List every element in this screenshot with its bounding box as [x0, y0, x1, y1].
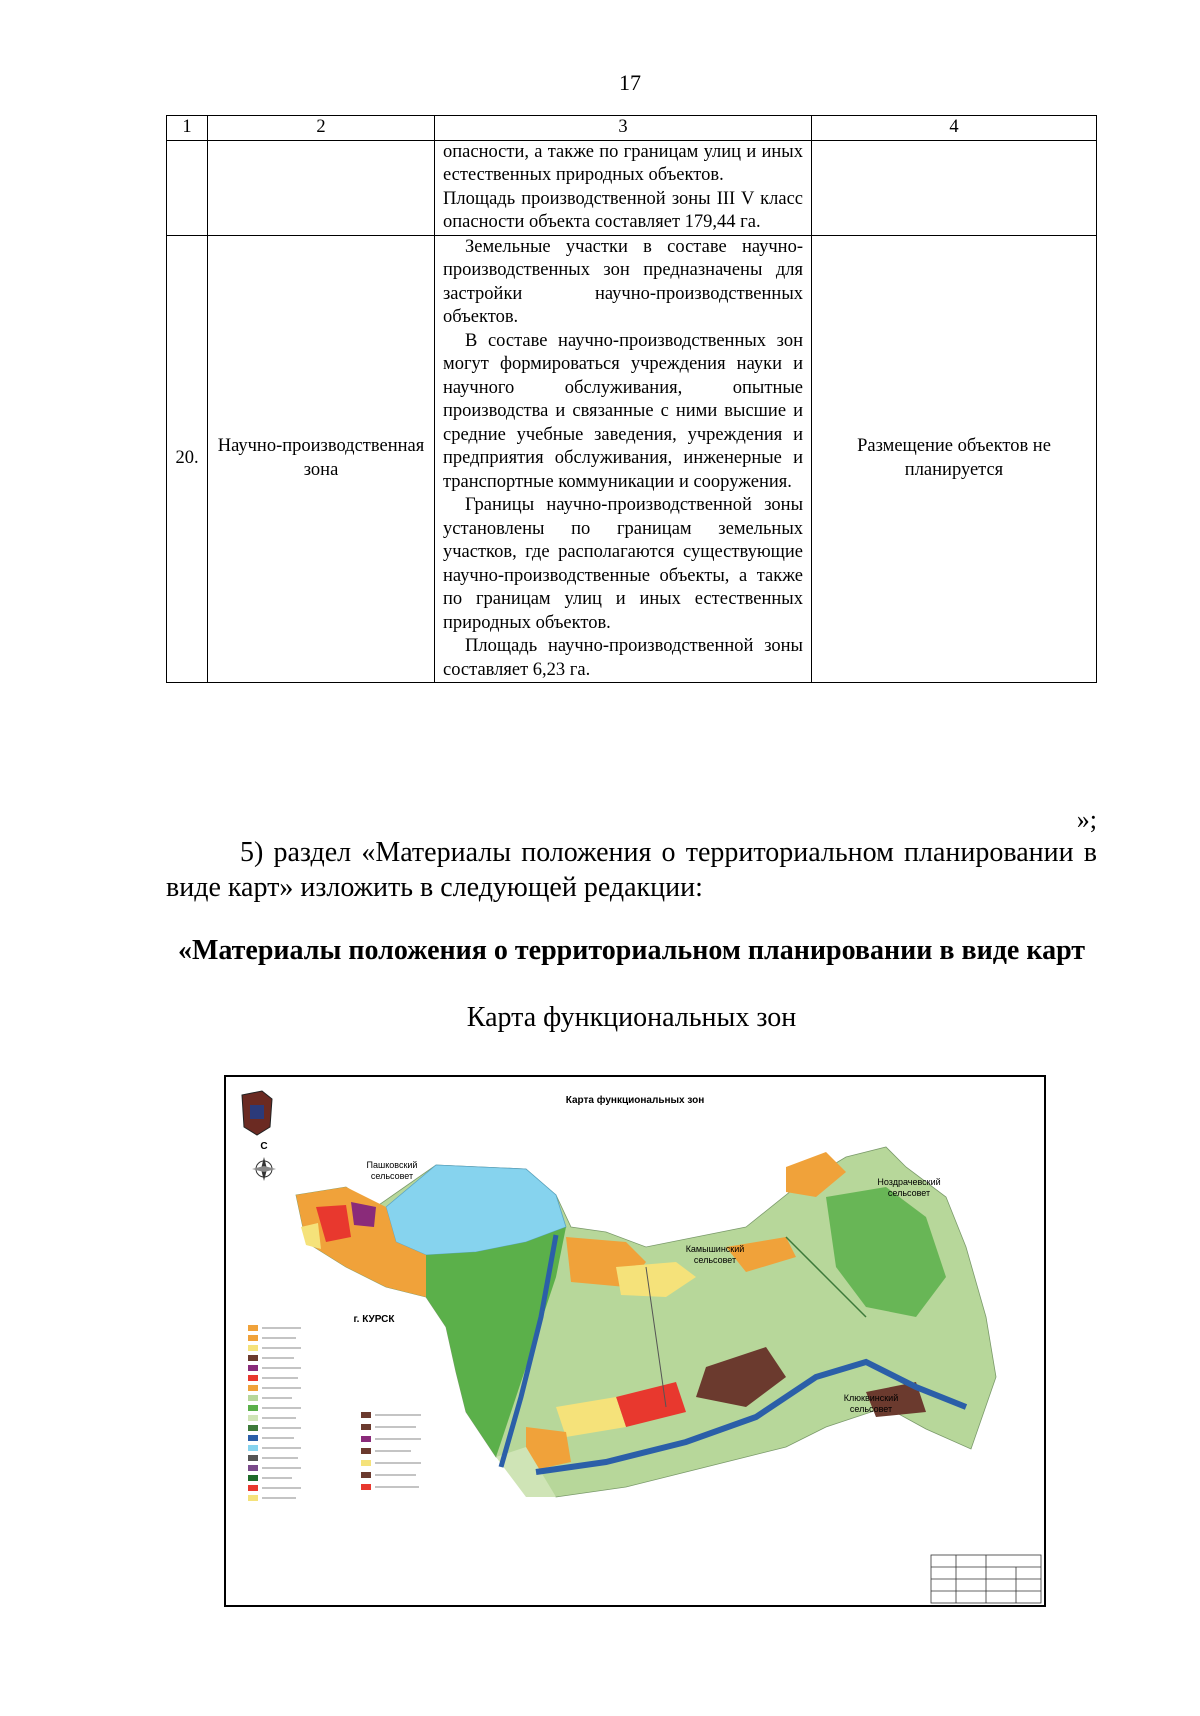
- north-marker: [250, 1141, 278, 1152]
- map-label-klyukvinsky: Клюквинский сельсовет: [843, 1393, 899, 1414]
- map-label-kursk: г. КУРСК: [353, 1314, 395, 1325]
- zone-name: Научно-производственная зона: [208, 235, 435, 683]
- map-drawing: [226, 1077, 1044, 1605]
- zone-description: [435, 140, 812, 235]
- table-header-cell: 4: [812, 116, 1097, 141]
- map-legend-secondary: [361, 1412, 421, 1490]
- description-paragraph: Границы научно-производственной зоны установлены по границам земельных участков, где располагаются существующие научно-производственные объекты, а также по границам улиц и иных естественных природных объектов.: [443, 495, 803, 633]
- description-paragraph: опасности, а также по границам улиц и иных естественных природных объектов.: [443, 141, 803, 185]
- row-number: 20.: [167, 235, 208, 683]
- functional-zones-map: [224, 1075, 1046, 1607]
- section-heading: «Материалы положения о территориальном планировании в виде карт: [177, 935, 1086, 966]
- north-letter: С: [260, 1141, 268, 1152]
- map-legend: [246, 1305, 308, 1555]
- map-caption: Карта функциональных зон: [466, 1002, 797, 1033]
- yellow-area: [301, 1223, 321, 1249]
- plan-cell: Размещение объектов не планируется: [812, 235, 1097, 683]
- table-row: [167, 140, 1097, 235]
- map-label-pashkovsky: Пашковский сельсовет: [366, 1160, 418, 1181]
- description-paragraph: В составе научно-производственных зон могут формироваться учреждения науки и научного обслуживания, опытные производства и связанные с ними высшие и средние учебные заведения, учреждения и предприятия обслуживания, инженерные и транспортные коммуникации и сооружения.: [443, 330, 803, 492]
- zone-description: [435, 235, 812, 683]
- description-paragraph: Земельные участки в составе научно-производственных зон предназначены для застройки научно-производственных объектов.: [443, 236, 803, 327]
- table-header-cell: 3: [435, 116, 812, 141]
- description-paragraph: Площадь научно-производственной зоны составляет 6,23 га.: [443, 636, 803, 680]
- map-title: Карта функциональных зон: [565, 1095, 705, 1106]
- zone-name: [208, 140, 435, 235]
- table-row: [167, 235, 1097, 683]
- description-paragraph: Площадь производственной зоны III V класс опасности объекта составляет 179,44 га.: [443, 188, 803, 232]
- table-header-cell: 1: [167, 116, 208, 141]
- title-block: [931, 1555, 1041, 1603]
- page-number: 17: [619, 70, 641, 95]
- closing-quote: »;: [1076, 805, 1097, 834]
- table-header-cell: 2: [208, 116, 435, 141]
- intro-paragraph: 5) раздел «Материалы положения о территориальном планировании в виде карт» изложить в следующей редакции:: [166, 837, 1097, 903]
- north-arrow-icon: [252, 1157, 276, 1181]
- row-number: [167, 140, 208, 235]
- table-header-row: [167, 116, 1097, 141]
- map-label-kamyshinsky: Камышинский сельсовет: [685, 1244, 745, 1265]
- plan-cell: [812, 140, 1097, 235]
- zones-table: [166, 115, 1097, 683]
- map-label-nozdrachevsky: Ноздрачевский сельсовет: [877, 1177, 941, 1198]
